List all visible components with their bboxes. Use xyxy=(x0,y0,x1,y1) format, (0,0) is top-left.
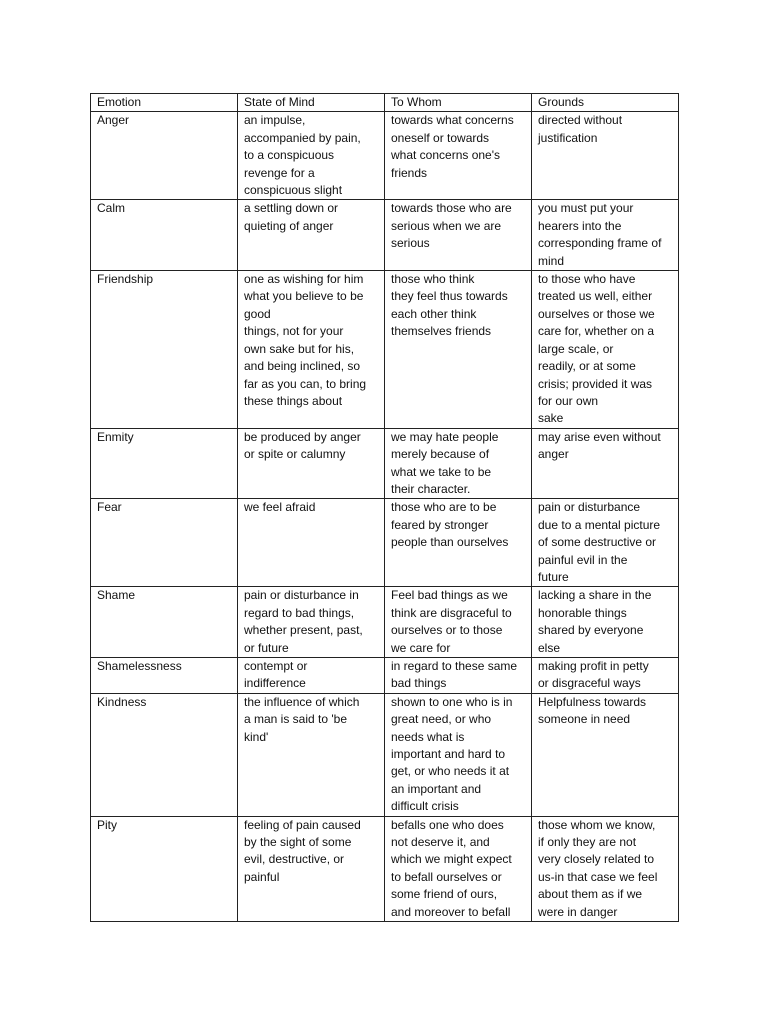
cell-emotion: Friendship xyxy=(91,271,238,429)
cell-state-of-mind: contempt or indifference xyxy=(238,658,385,694)
cell-state-of-mind: one as wishing for him what you believe to be good things, not for your own sake but for his, and being inclined, so far as you can, to bring these things about xyxy=(238,271,385,429)
cell-state-of-mind: feeling of pain caused by the sight of some evil, destructive, or painful xyxy=(238,816,385,921)
cell-grounds: pain or disturbance due to a mental picture of some destructive or painful evil in the future xyxy=(532,499,679,587)
header-emotion: Emotion xyxy=(91,94,238,112)
table-row xyxy=(91,271,679,429)
header-grounds: Grounds xyxy=(532,94,679,112)
cell-to-whom: Feel bad things as we think are disgraceful to ourselves or to those we care for xyxy=(385,587,532,658)
table-row xyxy=(91,693,679,816)
cell-grounds: directed without justification xyxy=(532,112,679,200)
cell-state-of-mind: be produced by anger or spite or calumny xyxy=(238,428,385,499)
header-state-of-mind: State of Mind xyxy=(238,94,385,112)
cell-emotion: Pity xyxy=(91,816,238,921)
cell-emotion: Kindness xyxy=(91,693,238,816)
cell-grounds: may arise even without anger xyxy=(532,428,679,499)
table-row xyxy=(91,112,679,200)
cell-grounds: those whom we know, if only they are not very closely related to us-in that case we feel about them as if we were in danger xyxy=(532,816,679,921)
cell-state-of-mind: a settling down or quieting of anger xyxy=(238,200,385,271)
cell-grounds: you must put your hearers into the corresponding frame of mind xyxy=(532,200,679,271)
cell-to-whom: shown to one who is in great need, or who needs what is important and hard to get, or who needs it at an important and difficult crisis xyxy=(385,693,532,816)
cell-emotion: Enmity xyxy=(91,428,238,499)
cell-emotion: Fear xyxy=(91,499,238,587)
cell-emotion: Calm xyxy=(91,200,238,271)
cell-to-whom: towards what concerns oneself or towards what concerns one's friends xyxy=(385,112,532,200)
cell-emotion: Shamelessness xyxy=(91,658,238,694)
table-row xyxy=(91,587,679,658)
table-header-row xyxy=(91,94,679,112)
cell-emotion: Shame xyxy=(91,587,238,658)
cell-emotion: Anger xyxy=(91,112,238,200)
table-row xyxy=(91,200,679,271)
table-row xyxy=(91,499,679,587)
cell-to-whom: befalls one who does not deserve it, and which we might expect to befall ourselves or some friend of ours, and moreover to befall xyxy=(385,816,532,921)
table-row xyxy=(91,428,679,499)
emotions-table xyxy=(90,93,679,922)
table-row xyxy=(91,658,679,694)
cell-to-whom: we may hate people merely because of what we take to be their character. xyxy=(385,428,532,499)
cell-grounds: making profit in petty or disgraceful ways xyxy=(532,658,679,694)
header-to-whom: To Whom xyxy=(385,94,532,112)
cell-state-of-mind: the influence of which a man is said to 'be kind' xyxy=(238,693,385,816)
cell-to-whom: those who think they feel thus towards each other think themselves friends xyxy=(385,271,532,429)
cell-grounds: lacking a share in the honorable things shared by everyone else xyxy=(532,587,679,658)
cell-grounds: to those who have treated us well, either ourselves or those we care for, whether on a large scale, or readily, or at some crisis; provided it was for our own sake xyxy=(532,271,679,429)
cell-grounds: Helpfulness towards someone in need xyxy=(532,693,679,816)
cell-to-whom: towards those who are serious when we are serious xyxy=(385,200,532,271)
cell-state-of-mind: pain or disturbance in regard to bad things, whether present, past, or future xyxy=(238,587,385,658)
cell-state-of-mind: we feel afraid xyxy=(238,499,385,587)
table-row xyxy=(91,816,679,921)
cell-state-of-mind: an impulse, accompanied by pain, to a conspicuous revenge for a conspicuous slight xyxy=(238,112,385,200)
cell-to-whom: those who are to be feared by stronger people than ourselves xyxy=(385,499,532,587)
cell-to-whom: in regard to these same bad things xyxy=(385,658,532,694)
